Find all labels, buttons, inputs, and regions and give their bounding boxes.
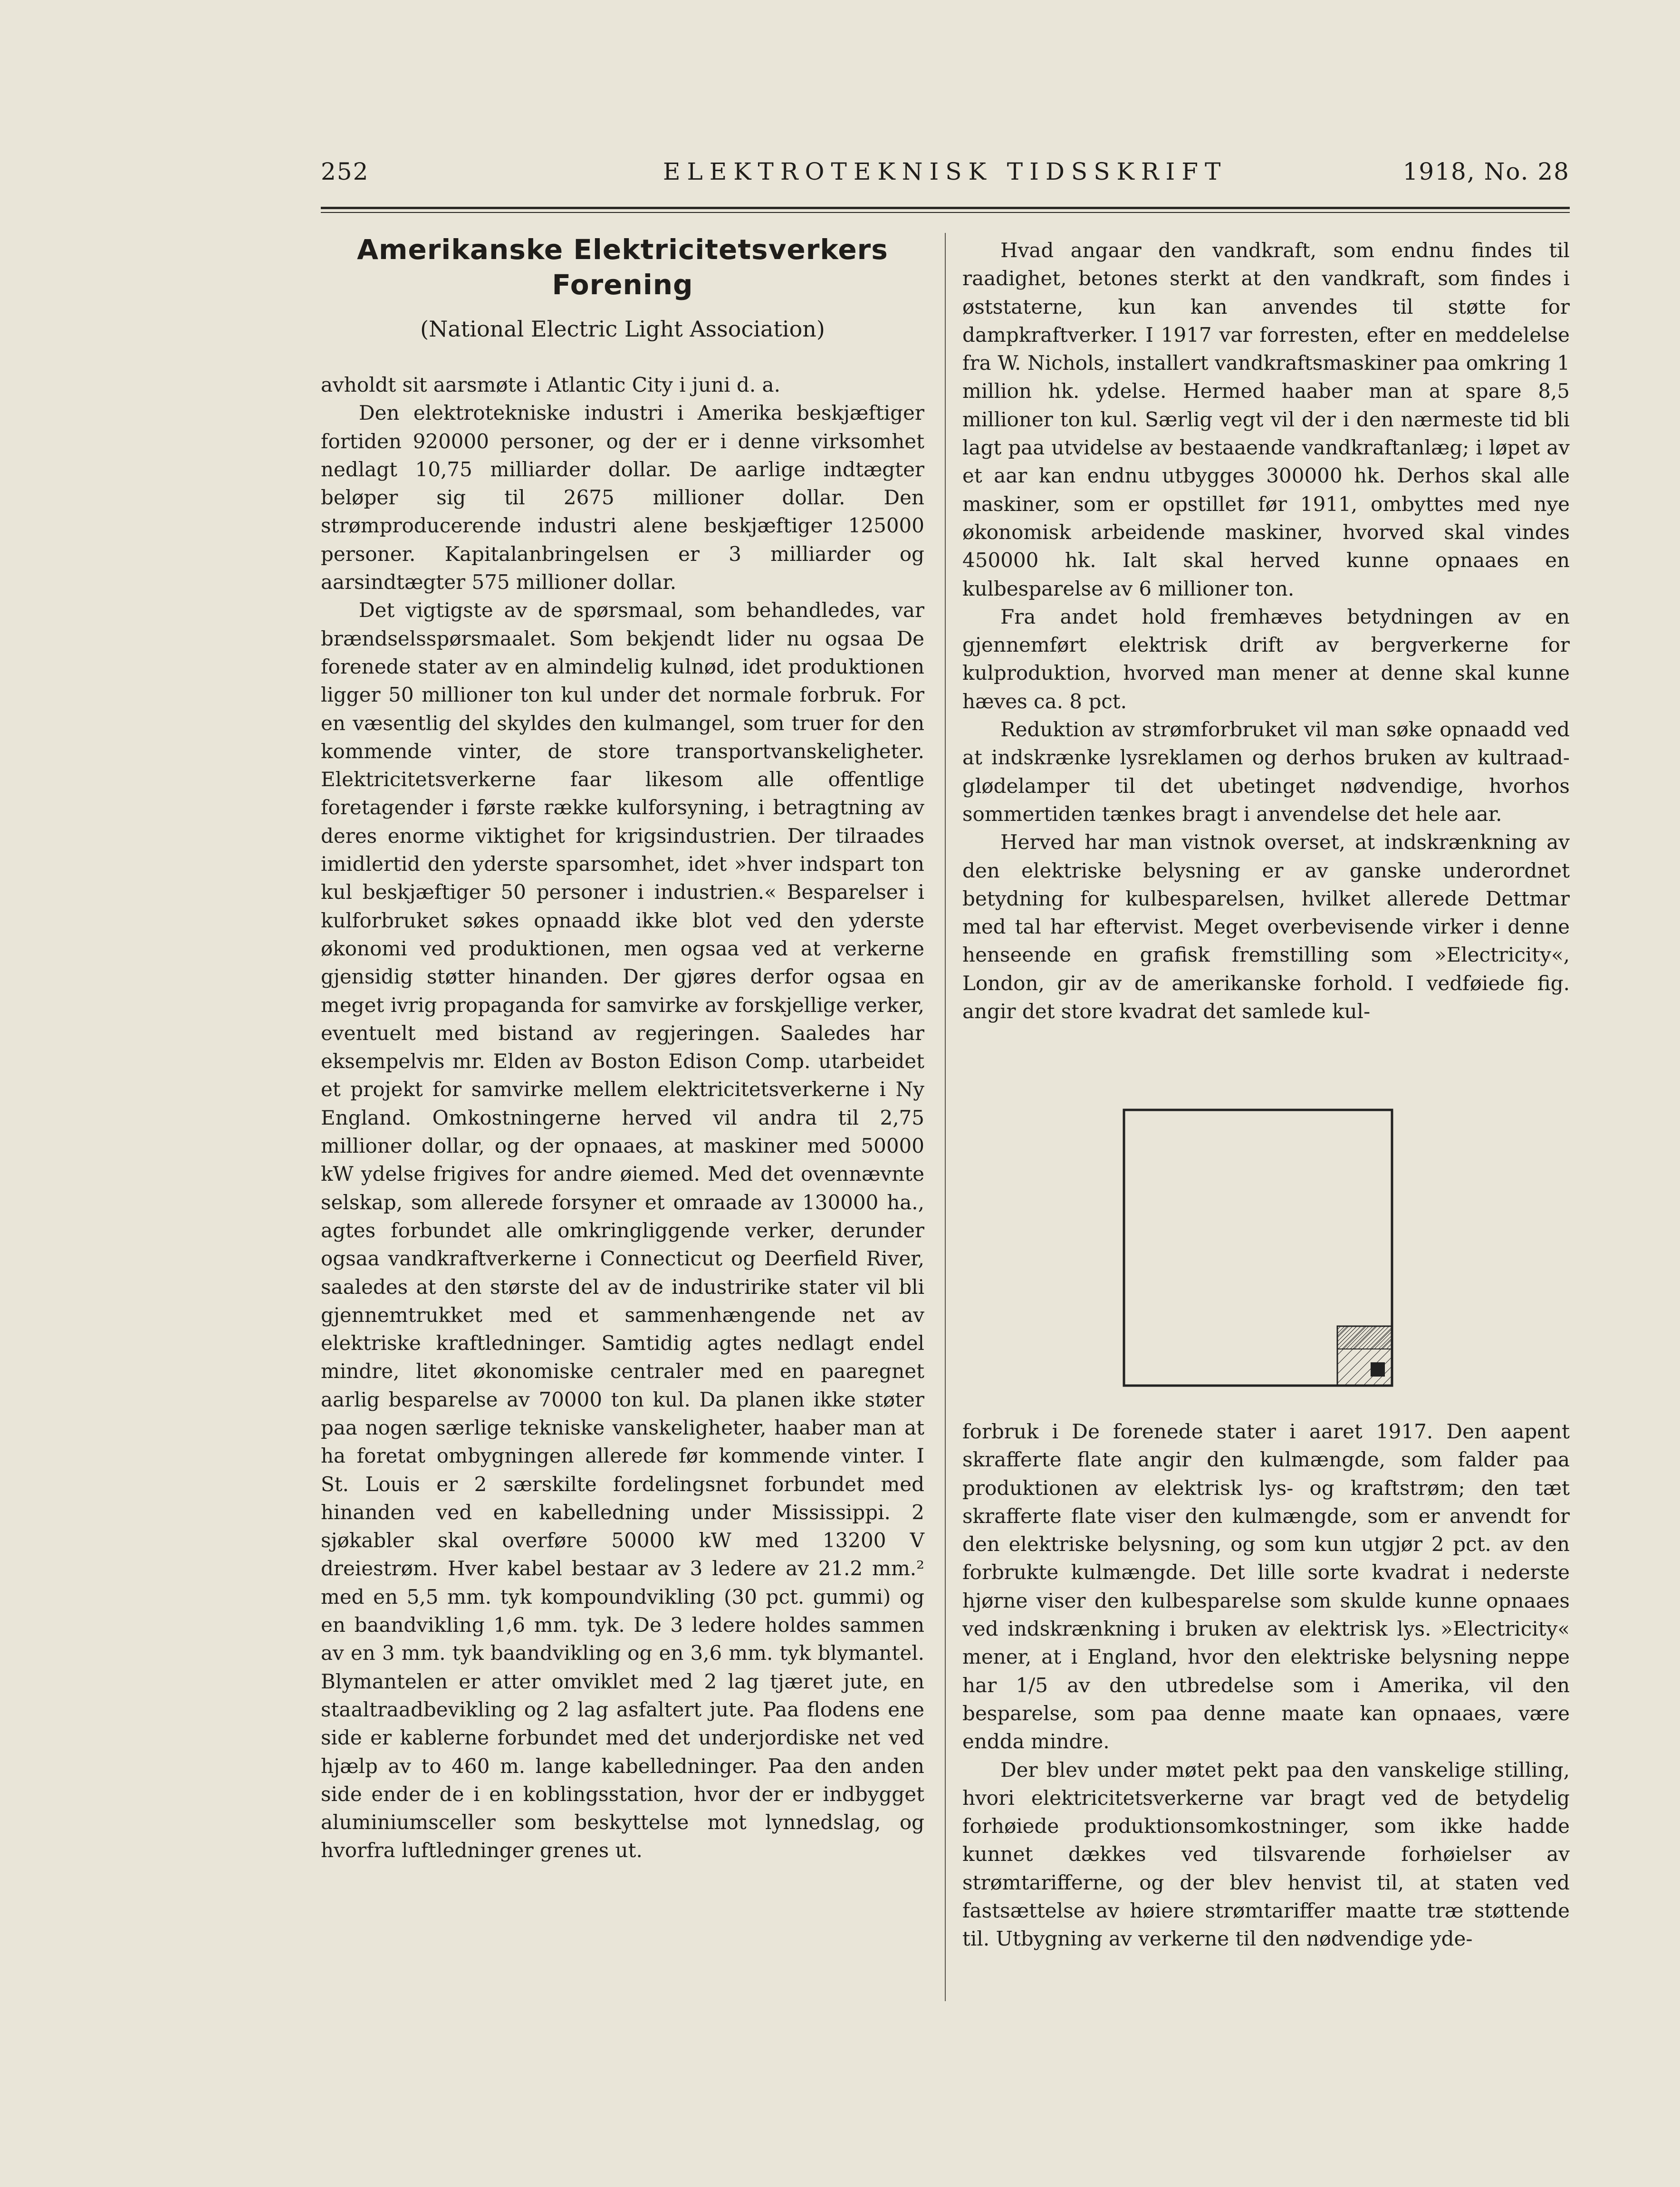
paragraph: Hvad angaar den vandkraft, som endnu findes til raadighet, betones sterkt at den vandkraft, som findes i østst​aterne, kun kan anvendes til støtte for dampkraftverker. I 1917 var forresten, efter en meddelelse fra W. Nichols, installert vandkraftsmaskiner paa omkring 1 million hk. ydelse. Hermed haaber man at spare 8,5 millioner ton kul. Særlig vegt vil der i den nærmeste tid bli lagt paa utvidelse av bestaaende vandkraftanlæg; i løpet av et aar kan endnu utbygges 300000 hk. Derhos skal alle maskiner, som er opstillet før 1911, ombyttes med nye økonomisk arbeidende maskiner, hvorved skal vindes 450000 hk. Ialt skal herved kunne opnaaes en kulbesparelse av 6 millioner ton. <box>962 239 1570 600</box>
paragraph: Herved har man vistnok overset, at indskrænkning av den elektriske belysning er av ganske underordnet betydning for kulbesparelsen, hvilket allerede Dettmar med tal har eftervist. Meget overbevisende virker i denne henseende en grafisk fremstilling som »Electricity«, London, gir av de amerikanske forhold. I vedføiede fig. angir det store kvadrat det samlede kul- <box>962 830 1570 1023</box>
paragraph: Det vigtigste av de spørsmaal, som behandledes, var brændselsspørsmaalet. Som bekjendt lider nu ogsaa De forenede stater av en almindelig kulnød, idet produktionen ligger 50 millioner ton kul under det normale forbruk. For en væsentlig del skyldes den kulmangel, som truer for den kommende vinter, de store transportvanskeligheter. Elektricitetsverkerne faar likesom alle offentlige foretagender i første række kulforsyning, i betragtning av deres enorme viktighet for krigsindustrien. Der tilraades imidlertid den yderste sparsomhet, idet »hver indspart ton kul beskjæftiger 50 personer i industrien.« Besparelser i kulforbruket søkes opnaadd ikke blot ved den yderste økonomi ved produktionen, men ogsaa ved at verkerne gjensidig støtter hinanden. Der gjøres derfor ogsaa en meget ivrig propaganda for samvirke av forskjellige verker, eventuelt med bistand av regjeringen. Saaledes har eksempelvis mr. Elden av Boston Edison Comp. utarbeidet et projekt for samvirke mellem elektricitetsverkerne i Ny England. Omkostningerne herved vil andra til 2,75 millioner dollar, og der opnaaes, at maskiner med 50000 kW ydelse frigives for andre øiemed. Med det ovennævnte selskap, som allerede forsyner et omraade av 130000 ha., agtes forbundet alle omkringliggende verker, derunder ogsaa vandkraftverkerne i Connecticut og Deerfield River, saaledes at den største del av de industririke stater vil bli gjennemtrukket med et sammenhængende net av elektriske kraftledninger. Samtidig agtes nedlagt endel mindre, litet økonomiske centraler med en paaregnet aarlig besparelse av 70000 ton kul. Da planen ikke støter paa nogen særlige tekniske vanskeligheter, haaber man at ha foretat ombygningen allerede før kommende vinter. I St. Louis er 2 særskilte fordelingsnet forbundet med hinanden ved en kabelledning under Mississippi. 2 sjøkabler skal overføre 50000 kW med 13200 V dreiestrøm. Hver kabel bestaar av 3 ledere av 21.2 mm.² med en 5,5 mm. tyk kompoundvikling (30 pct. gummi) og en baandvikling 1,6 mm. tyk. De 3 ledere holdes sammen av en 3 mm. tyk baandvikling og en 3,6 mm. tyk blymantel. Blymantelen er atter omviklet med 2 lag tjæret jute, en staaltraadbevikling og 2 lag asfaltert jute. Paa flodens ene side er kablerne forbundet med det underjordiske net ved hjælp av to 460 m. lange kabelledninger. Paa den anden side ender de i en koblingsstation, hvor der er indbygget aluminiumsceller som beskyttelse mot lynnedslag, og hvorfra luftledninger grenes ut. <box>321 598 924 1862</box>
paragraph: Reduktion av strømforbruket vil man søke opnaadd ved at indskrænke lysreklamen og derhos bruken av kultraad-glødelamper til det ubetinget nødvendige, hvorhos sommertiden tænkes bragt i anvendelse det hele aar. <box>962 718 1570 826</box>
header-rule-thick <box>321 207 1570 209</box>
issue-info: 1918, No. 28 <box>1402 158 1570 185</box>
article-title-line2: Forening <box>552 269 693 301</box>
coal-consumption-figure <box>1123 1108 1393 1387</box>
article-subtitle: (National Electric Light Association) <box>420 316 825 342</box>
paragraph: Fra andet hold fremhæves betydningen av en gjennemført elektrisk drift av bergverkerne for kulproduktion, hvorved man mener at denne skal kunne hæves ca. 8 pct. <box>962 605 1570 713</box>
paragraph: Den elektrotekniske industri i Amerika beskjæftiger fortiden 920000 personer, og der er i denne virksomhet nedlagt 10,75 milliarder dollar. De aarlige indtægter beløper sig til 2675 millioner dollar. Den strømproducerende industri alene beskjæftiger 125000 personer. Kapitalanbringelsen er 3 milliarder og aarsindtægter 575 millioner dollar. <box>321 401 924 594</box>
dense-hatched-square <box>1337 1326 1392 1349</box>
paragraph: forbruk i De forenede stater i aaret 1917. Den aapent skrafferte flate angir den kulmængde, som falder paa produktionen av elektrisk lys- og kraftstrøm; den tæt skrafferte flate viser den kulmængde, som er anvendt for den elektriske belysning, og som kun utgjør 2 pct. av den forbrukte kulmængde. Det lille sorte kvadrat i nederste hjørne viser den kulbesparelse som skulde kunne opnaaes ved indskrænkning i bruken av elektrisk lys. »Electricity« mener, at i England, hvor den elektriske belysning neppe har 1/5 av den utbredelse som i Amerika, vil den besparelse, som paa denne maate kan opnaaes, være endda mindre. <box>962 1420 1570 1753</box>
page-number: 252 <box>321 158 369 185</box>
left-column <box>321 371 924 1865</box>
article-title <box>321 232 924 302</box>
paragraph: avholdt sit aarsmøte i Atlantic City i juni d. a. <box>321 373 780 396</box>
paragraph: Der blev under møtet pekt paa den vanskelige stilling, hvori elektricitetsverkerne var bragt ved de betydelig forhøiede produktionsomkostninger, som ikke hadde kunnet dækkes ved tilsvarende forhøielser av strømtarifferne, og der blev henvist til, at staten ved fastsættelse av høiere strømtariffer maatte træ støttende til. Utbygning av verkerne til den nødvendige yde- <box>962 1758 1570 1951</box>
header-rule-thin <box>321 212 1570 213</box>
right-column-top <box>962 236 1570 1025</box>
article-title-line1: Amerikanske Elektricitetsverkers <box>357 233 888 266</box>
journal-title: ELEKTROTEKNISK TIDSSKRIFT <box>663 158 1228 185</box>
right-column-bottom <box>962 1417 1570 1953</box>
column-divider <box>945 233 946 2001</box>
small-black-square <box>1371 1362 1385 1377</box>
page-header <box>321 153 1570 196</box>
